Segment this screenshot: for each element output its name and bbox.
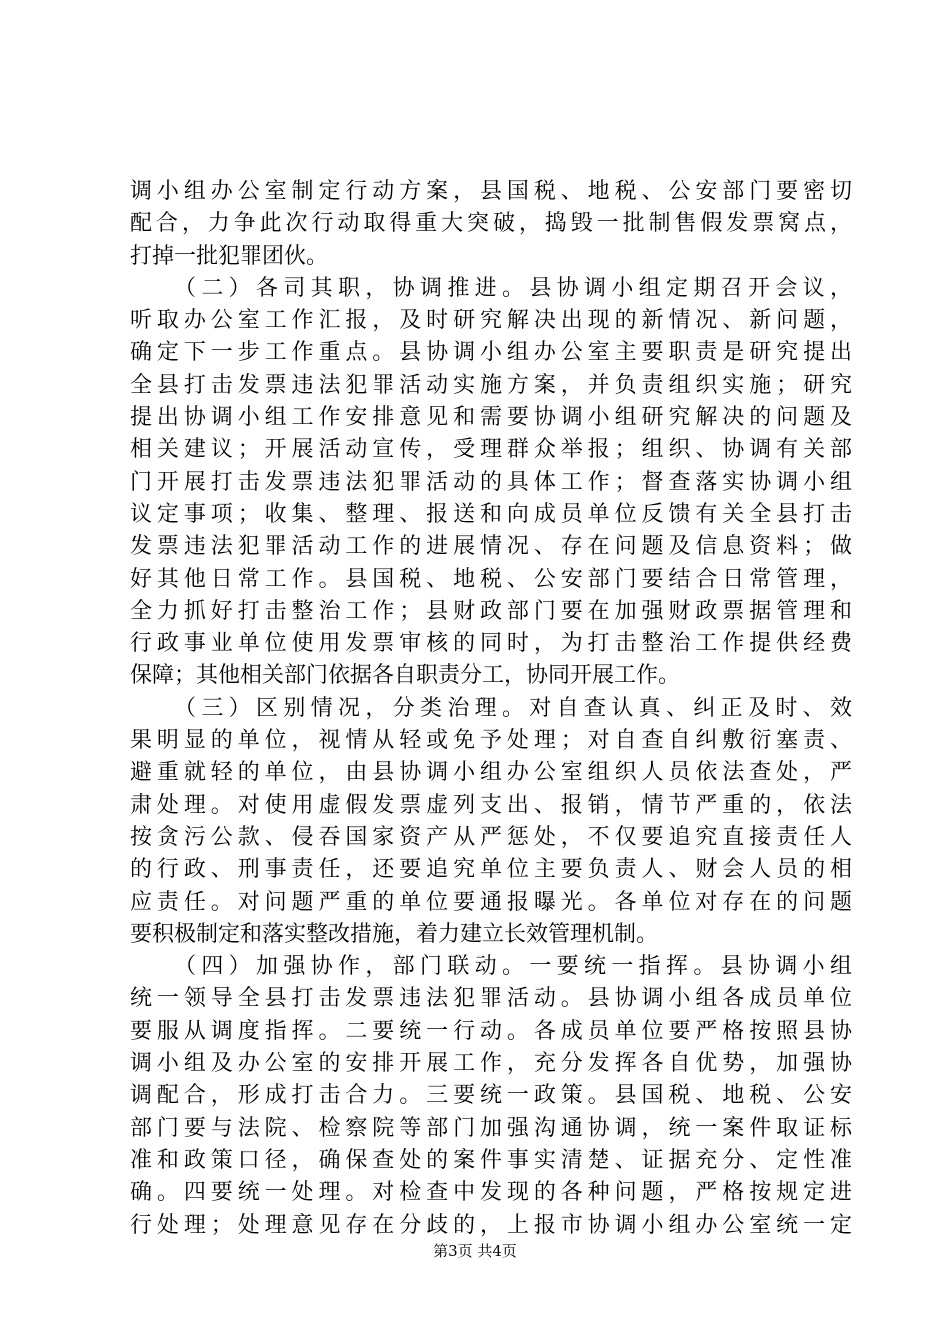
text-line: 统一领导全县打击发票违法犯罪活动。县协调小组各成员单位 bbox=[130, 986, 852, 1012]
text-line: 听取办公室工作汇报，及时研究解决出现的新情况、新问题， bbox=[130, 308, 852, 334]
text-line: 发票违法犯罪活动工作的进展情况、存在问题及信息资料；做 bbox=[130, 534, 852, 560]
text-line: 确。四要统一处理。对检查中发现的各种问题，严格按规定进 bbox=[130, 1180, 852, 1206]
text-line: 要服从调度指挥。二要统一行动。各成员单位要严格按照县协 bbox=[130, 1018, 852, 1044]
page-number: 第3页 bbox=[433, 1242, 473, 1260]
text-line: 议定事项；收集、整理、报送和向成员单位反馈有关全县打击 bbox=[130, 501, 852, 527]
text-line: 打掉一批犯罪团伙。 bbox=[130, 243, 329, 269]
document-body bbox=[130, 176, 852, 1242]
text-line: 行政事业单位使用发票审核的同时，为打击整治工作提供经费 bbox=[130, 631, 852, 657]
text-line: 门开展打击发票违法犯罪活动的具体工作；督查落实协调小组 bbox=[130, 469, 852, 495]
text-line: 调配合，形成打击合力。三要统一政策。县国税、地税、公安 bbox=[130, 1083, 852, 1109]
text-line: 部门要与法院、检察院等部门加强沟通协调，统一案件取证标 bbox=[130, 1115, 852, 1141]
page-total: 共4页 bbox=[477, 1242, 517, 1260]
text-line: 避重就轻的单位，由县协调小组办公室组织人员依法查处，严 bbox=[130, 760, 852, 786]
text-line: 行处理；处理意见存在分歧的，上报市协调小组办公室统一定 bbox=[130, 1212, 852, 1238]
text-line: 要积极制定和落实整改措施，着力建立长效管理机制。 bbox=[130, 921, 659, 947]
paragraph bbox=[130, 951, 852, 1242]
text-line: 按贪污公款、侵吞国家资产从严惩处，不仅要追究直接责任人 bbox=[130, 824, 852, 850]
text-line: 配合，力争此次行动取得重大突破，捣毁一批制售假发票窝点， bbox=[130, 211, 852, 237]
text-line: 的行政、刑事责任，还要追究单位主要负责人、财会人员的相 bbox=[130, 857, 852, 883]
paragraph bbox=[130, 693, 852, 951]
text-line: 全力抓好打击整治工作；县财政部门要在加强财政票据管理和 bbox=[130, 598, 852, 624]
paragraph bbox=[130, 273, 852, 693]
page-footer bbox=[0, 1241, 950, 1261]
text-line: （二）各司其职，协调推进。县协调小组定期召开会议， bbox=[174, 275, 852, 301]
text-line: 提出协调小组工作安排意见和需要协调小组研究解决的问题及 bbox=[130, 405, 852, 431]
text-line: （三）区别情况，分类治理。对自查认真、纠正及时、效 bbox=[174, 695, 852, 721]
text-line: 保障；其他相关部门依据各自职责分工，协同开展工作。 bbox=[130, 663, 681, 689]
text-line: 全县打击发票违法犯罪活动实施方案，并负责组织实施；研究 bbox=[130, 372, 852, 398]
paragraph bbox=[130, 176, 852, 273]
text-line: 果明显的单位，视情从轻或免予处理；对自查自纠敷衍塞责、 bbox=[130, 728, 852, 754]
text-line: 应责任。对问题严重的单位要通报曝光。各单位对存在的问题 bbox=[130, 889, 852, 915]
text-line: 准和政策口径，确保查处的案件事实清楚、证据充分、定性准 bbox=[130, 1147, 852, 1173]
text-line: 调小组及办公室的安排开展工作，充分发挥各自优势，加强协 bbox=[130, 1051, 852, 1077]
text-line: 相关建议；开展活动宣传，受理群众举报；组织、协调有关部 bbox=[130, 437, 852, 463]
text-line: （四）加强协作，部门联动。一要统一指挥。县协调小组 bbox=[174, 954, 852, 980]
text-line: 确定下一步工作重点。县协调小组办公室主要职责是研究提出 bbox=[130, 340, 852, 366]
text-line: 肃处理。对使用虚假发票虚列支出、报销，情节严重的，依法 bbox=[130, 792, 852, 818]
text-line: 调小组办公室制定行动方案，县国税、地税、公安部门要密切 bbox=[130, 179, 852, 204]
text-line: 好其他日常工作。县国税、地税、公安部门要结合日常管理， bbox=[130, 566, 852, 592]
